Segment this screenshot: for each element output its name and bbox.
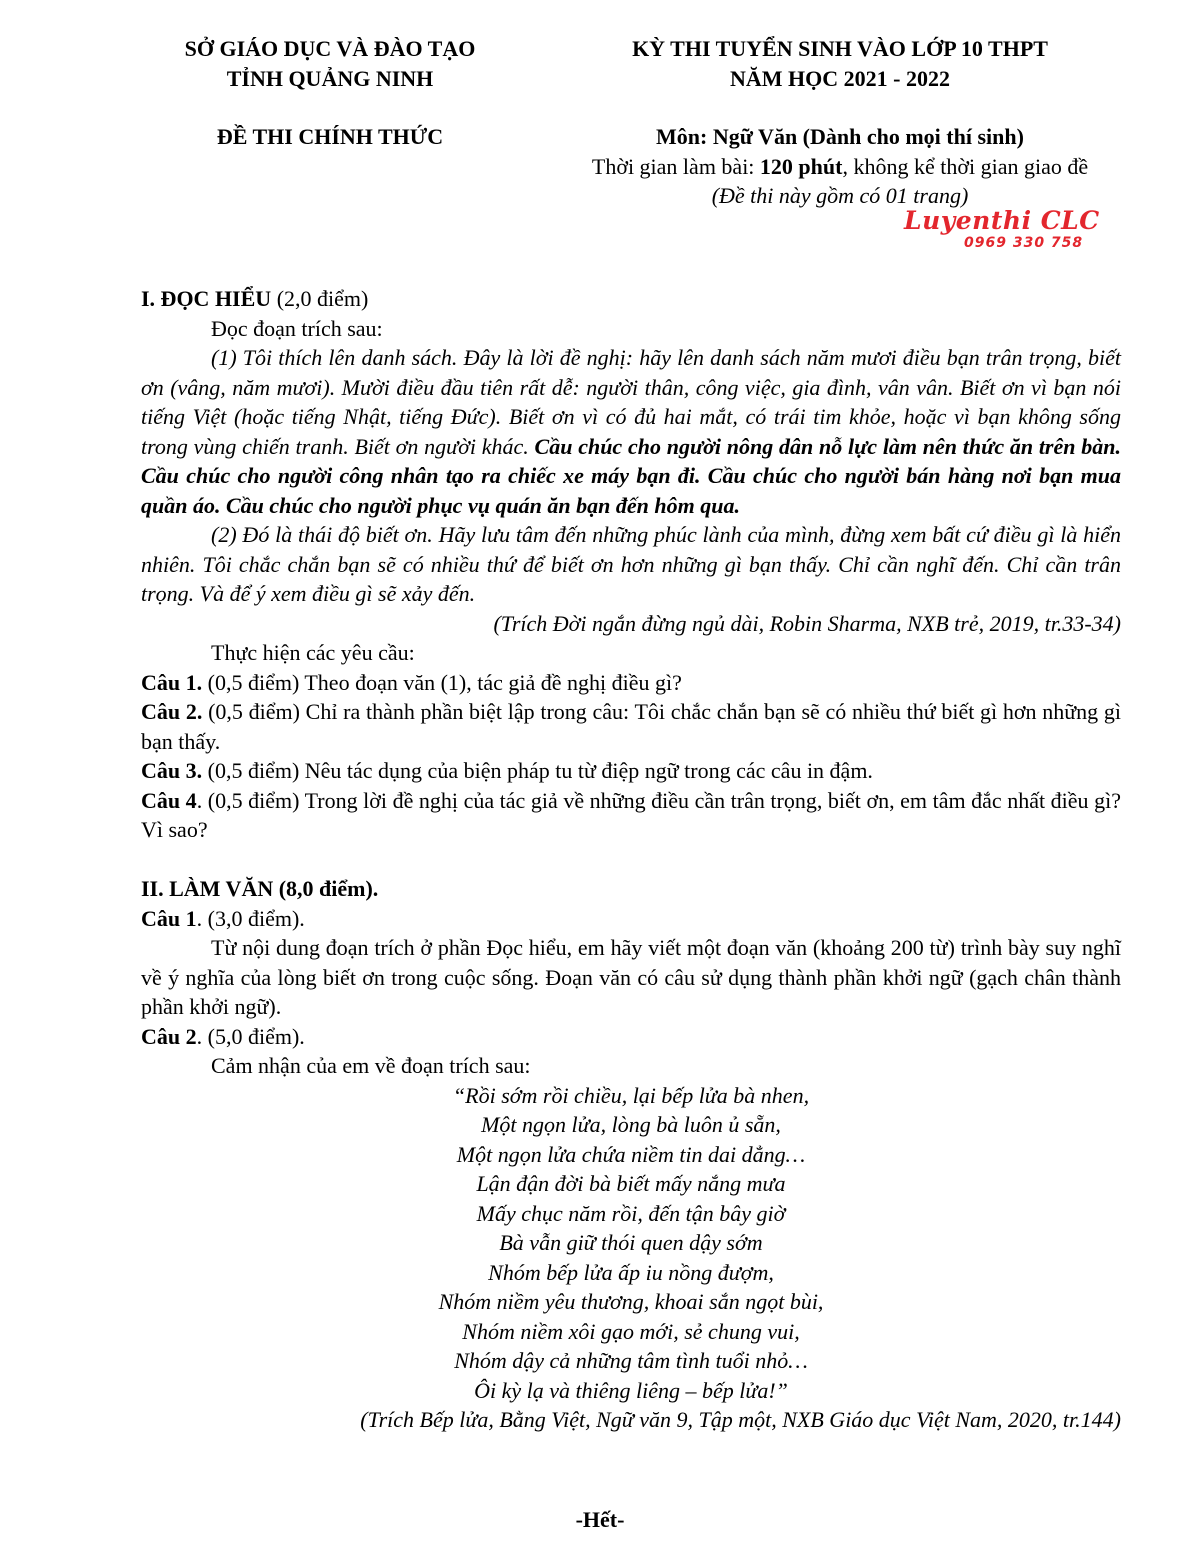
poem-line: Mấy chục năm rồi, đến tận bây giờ [476,1200,786,1226]
section-2-title: II. LÀM VĂN (8,0 điểm). [141,876,379,901]
org-line-2: TỈNH QUẢNG NINH [226,65,434,91]
subject-block [560,122,1120,211]
poem-line: Một ngọn lửa chứa niềm tin dai dẳng… [456,1141,806,1167]
brand-name: Luyenthi CLC [904,206,1100,235]
question-3-text: (0,5 điểm) Nêu tác dụng của biện pháp tu từ điệp ngữ trong các câu in đậm. [202,758,873,783]
question-1 [141,668,1121,698]
poem-line: Lận đận đời bà biết mấy nắng mưa [476,1171,786,1196]
poem-line: Nhóm niềm yêu thương, khoai sắn ngọt bùi, [438,1289,824,1314]
poem-source: (Trích Bếp lửa, Bằng Việt, Ngữ văn 9, Tập một, NXB Giáo dục Việt Nam, 2020, tr.144) [360,1407,1121,1432]
passage-paragraph-1 [141,343,1121,520]
brand-logo [904,207,1124,251]
passage-source: (Trích Đời ngắn đừng ngủ dài, Robin Sharma, NXB trẻ, 2019, tr.33-34) [493,610,1121,636]
exam-content [141,284,1121,1435]
poem-line: Ôi kỳ lạ và thiêng liêng – bếp lửa!” [474,1377,788,1403]
exam-title [560,34,1120,93]
question-2 [141,697,1121,756]
question-2-label: Câu 2. [141,699,203,724]
essay-q1-points: . (3,0 điểm). [196,905,305,931]
essay-q1-label: Câu 1 [141,905,197,931]
passage-1-text: (1) Tôi thích lên danh sách. Đây là lời đề nghị: hãy lên danh sách năm mươi điều bạn trân trọng, biết ơn (vâng, năm mươi). Mười điều đầu tiên rất dễ: người thân, công việc, gia đình, vân vân. Biết ơn vì bạn nói tiếng Việt (hoặc tiếng Nhật, tiếng Đức). Biết ơn vì có đủ hai mắt, có trái tim khỏe, hoặc vì bạn không sống trong vùng chiến tranh. Biết ơn người khác. [141,345,1121,459]
question-3 [141,756,1121,786]
question-1-label: Câu 1. [141,669,203,695]
time-prefix: Thời gian làm bài: [591,153,760,179]
exam-line-2: NĂM HỌC 2021 - 2022 [730,65,950,91]
poem-line: Nhóm niềm xôi gạo mới, sẻ chung vui, [462,1318,800,1344]
essay-question-1-text: Từ nội dung đoạn trích ở phần Đọc hiểu, em hãy viết một đoạn văn (khoảng 200 từ) trình bày suy nghĩ về ý nghĩa của lòng biết ơn trong cuộc sống. Đoạn văn có câu sử dụng thành phần khởi ngữ (gạch chân thành phần khởi ngữ). [141,935,1121,1019]
poem-line: Nhóm dậy cả những tâm tình tuổi nhỏ… [454,1348,808,1373]
essay-q2-points: . (5,0 điểm). [196,1023,305,1049]
task-intro: Thực hiện các yêu cầu: [211,640,415,665]
official-label: ĐỀ THI CHÍNH THỨC [216,124,444,149]
essay-q2-label: Câu 2 [141,1023,197,1049]
section-gap [141,845,1121,875]
poem-line: Một ngọn lửa, lòng bà luôn ủ sẵn, [481,1112,781,1137]
time-suffix: , không kể thời gian giao đề [842,153,1089,179]
section-1-heading [141,284,1121,314]
time-value: 120 phút [759,153,843,179]
poem-line: “Rồi sớm rồi chiều, lại bếp lửa bà nhen, [452,1082,810,1108]
exam-line-1: KỲ THI TUYỂN SINH VÀO LỚP 10 THPT [632,36,1048,61]
question-4-label: Câu 4 [141,787,197,813]
poem-line: Bà vẫn giữ thói quen dậy sớm [499,1230,763,1255]
passage-1-bold: Cầu chúc cho người nông dân nỗ lực làm nên thức ăn trên bàn. Cầu chúc cho người công nhân tạo ra chiếc xe máy bạn đi. Cầu chúc cho người bán hàng nơi bạn mua quần áo. Cầu chúc cho người phục vụ quán ăn bạn đến hôm qua. [141,433,1121,518]
end-marker: -Hết- [575,1507,625,1532]
essay-question-2-heading [141,1022,1121,1052]
question-1-text: (0,5 điểm) Theo đoạn văn (1), tác giả đề nghị điều gì? [202,669,682,695]
brand-phone: 0969 330 758 [964,235,1084,251]
subject-line: Môn: Ngữ Văn (Dành cho mọi thí sinh) [656,124,1024,149]
question-3-label: Câu 3. [141,758,203,783]
issuing-organization [120,34,540,93]
pages-note: (Đề thi này gồm có 01 trang) [711,183,969,208]
time-line [560,152,1120,182]
essay-question-1-heading [141,904,1121,934]
reading-intro: Đọc đoạn trích sau: [211,315,383,341]
poem-line: Nhóm bếp lửa ấp iu nồng đượm, [488,1259,774,1285]
essay-question-2-intro: Cảm nhận của em về đoạn trích sau: [211,1053,531,1078]
section-1-points: (2,0 điểm) [271,286,369,311]
poem-excerpt [141,1081,1121,1406]
question-2-text: (0,5 điểm) Chỉ ra thành phần biệt lập trong câu: Tôi chắc chắn bạn sẽ có nhiều thứ biết gì hơn những gì bạn thấy. [141,699,1121,754]
section-1-title: I. ĐỌC HIỂU [141,286,272,311]
question-4 [141,786,1121,845]
passage-paragraph-2: (2) Đó là thái độ biết ơn. Hãy lưu tâm đến những phúc lành của mình, đừng xem bất cứ điều gì là hiển nhiên. Tôi chắc chắn bạn sẽ có nhiều thứ để biết ơn hơn những gì bạn thấy. Chỉ cần nghĩ đến. Chỉ cần trân trọng. Và để ý xem điều gì sẽ xảy đến. [141,522,1121,606]
question-4-text: . (0,5 điểm) Trong lời đề nghị của tác giả về những điều cần trân trọng, biết ơn, em tâm đắc nhất điều gì? Vì sao? [141,787,1121,842]
org-line-1: SỞ GIÁO DỤC VÀ ĐÀO TẠO [184,36,476,61]
